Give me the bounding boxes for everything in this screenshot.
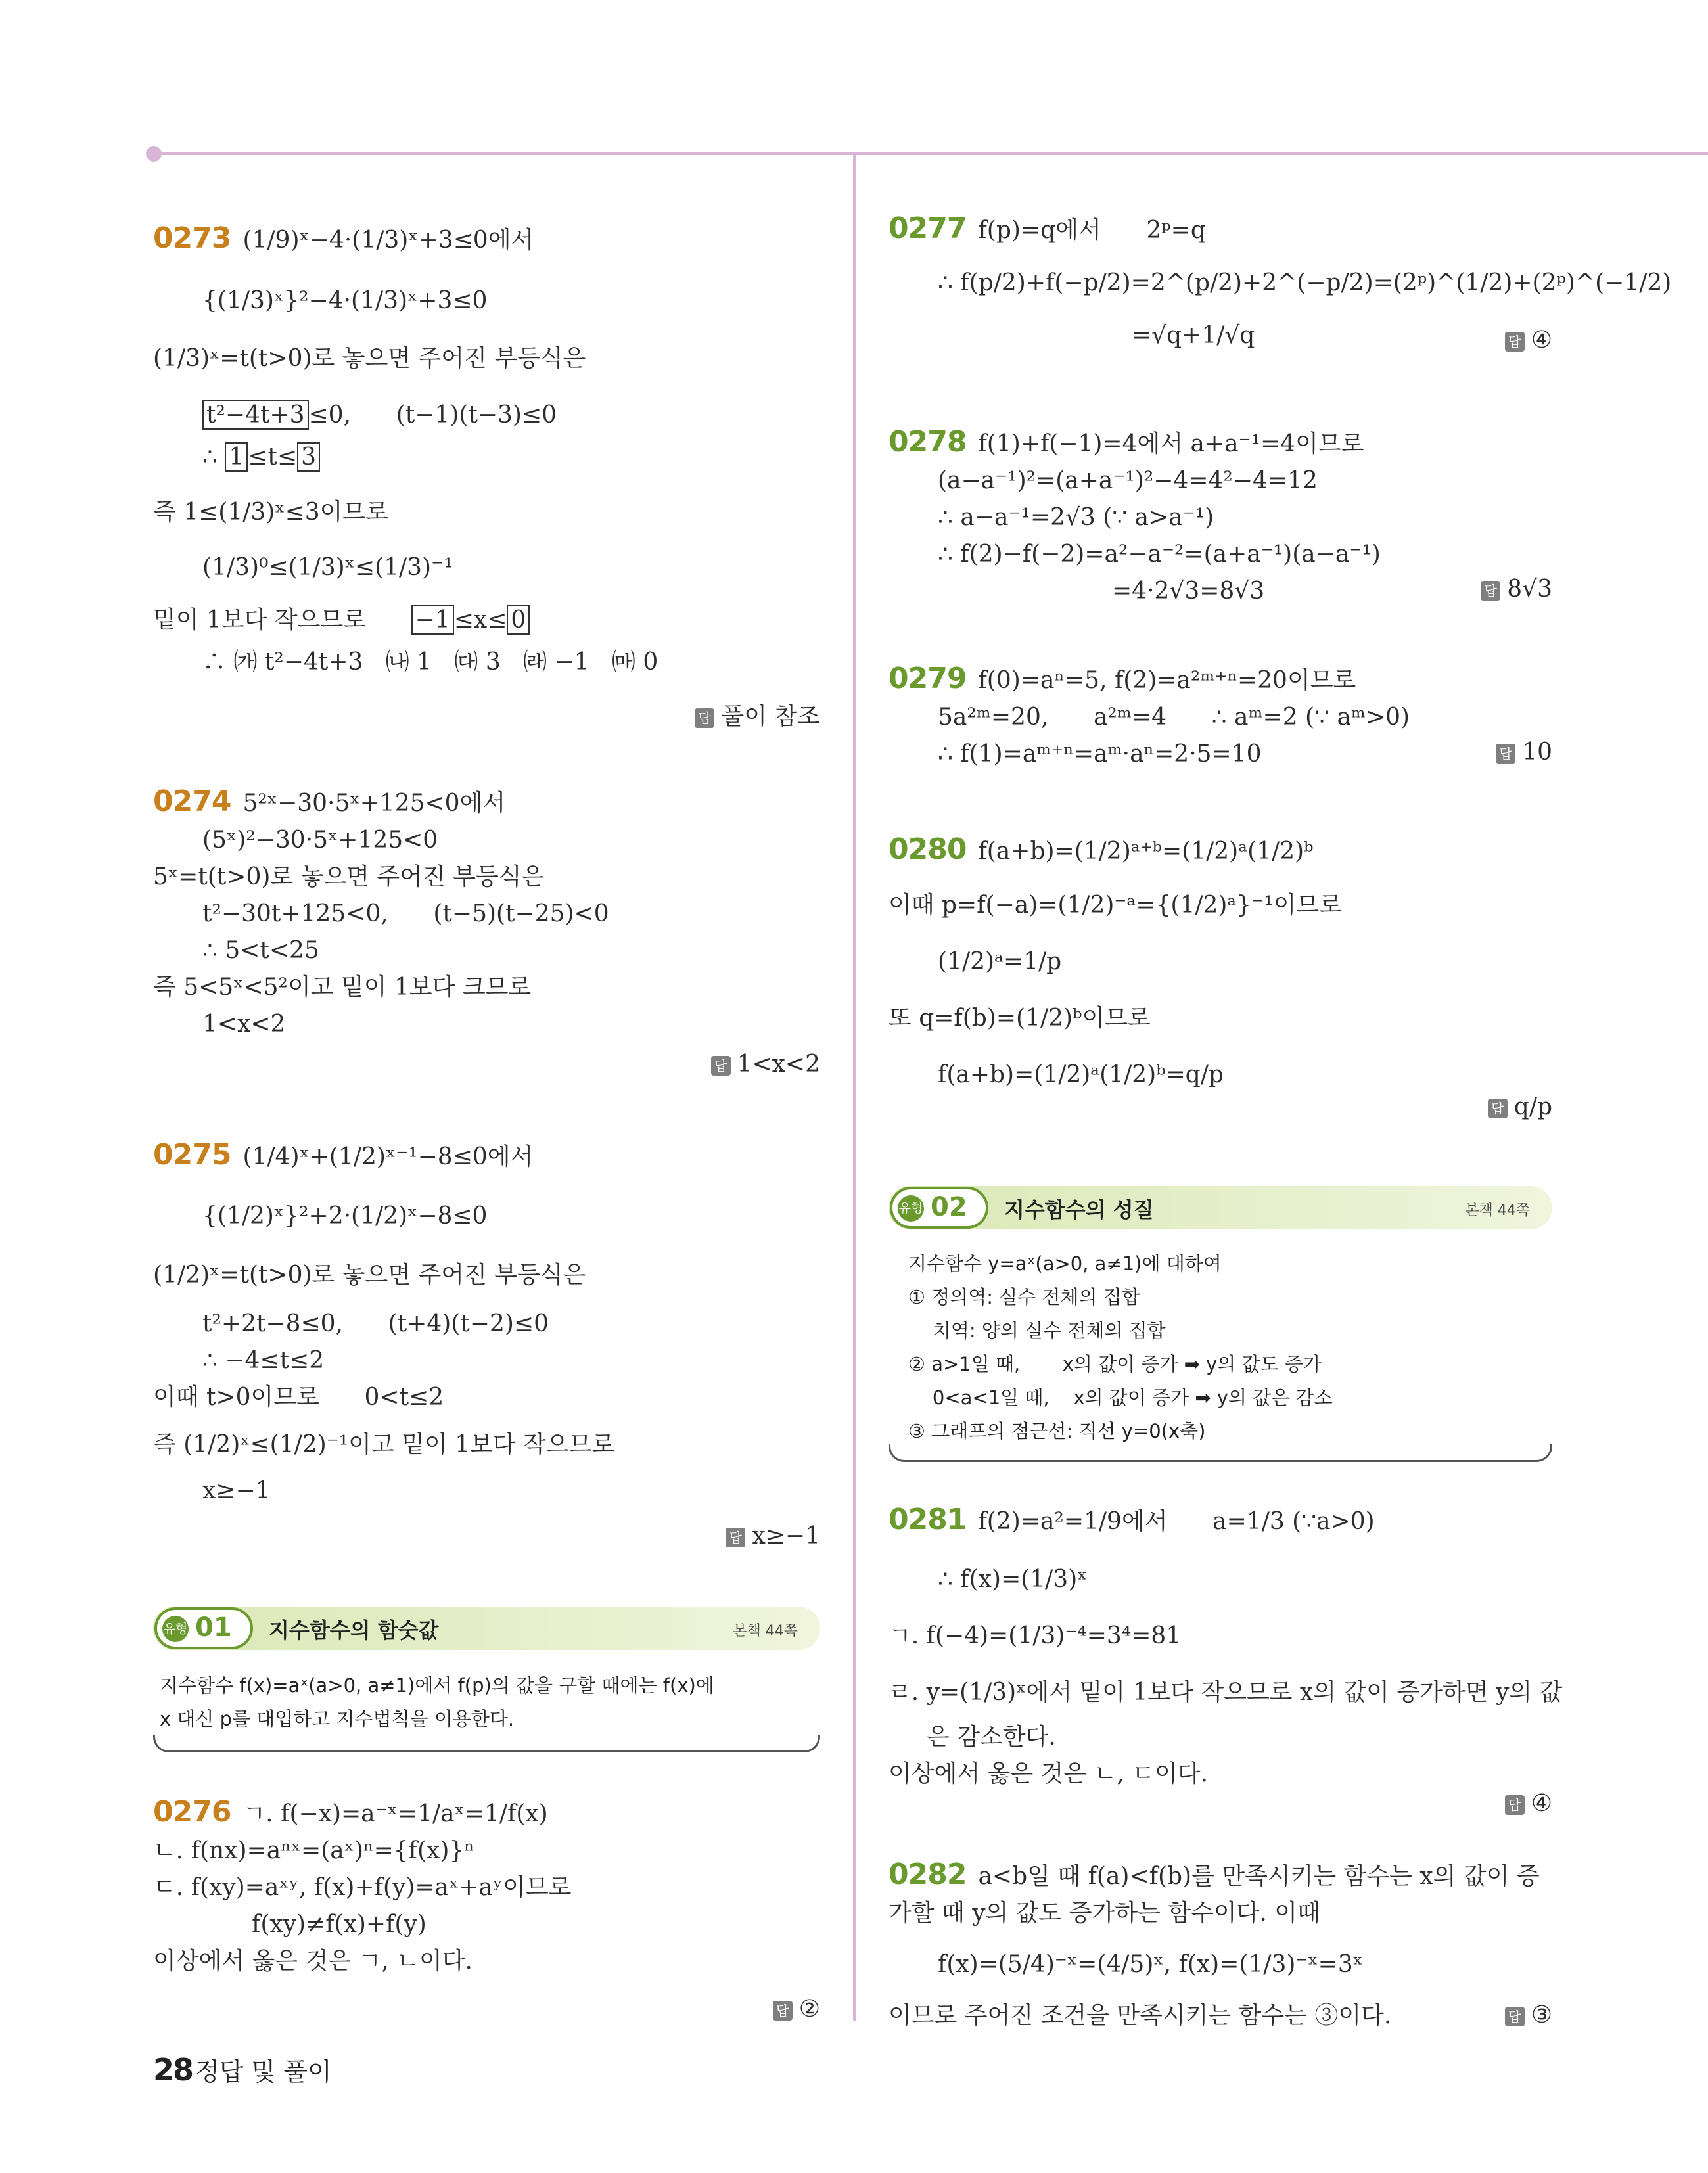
problem-number: 0279	[889, 662, 967, 695]
page-number: 28	[153, 2052, 193, 2088]
solution-line: {(1/3)ˣ}²−4·(1/3)ˣ+3≤0	[202, 287, 488, 314]
answer: 답 ③	[1505, 1997, 1552, 2034]
solution-line: ㄴ. f(nx)=aⁿˣ=(aˣ)ⁿ={f(x)}ⁿ	[153, 1837, 474, 1864]
problem-number: 0276	[153, 1795, 231, 1829]
blank-box-ma: 0	[507, 605, 530, 635]
solution-line: f(0)=aⁿ=5, f(2)=a²ᵐ⁺ⁿ=20이므로	[978, 667, 1356, 694]
page-footer	[153, 2051, 332, 2088]
type-02-header	[889, 1186, 1552, 1229]
solution-line: {(1/2)ˣ}²+2·(1/2)ˣ−8≤0	[202, 1202, 488, 1229]
type-01-brace	[153, 1735, 820, 1752]
solution-line: ∴ f(2)−f(−2)=a²−a⁻²=(a+a⁻¹)(a−a⁻¹)	[938, 541, 1381, 568]
solution-line: (1/4)ˣ+(1/2)ˣ⁻¹−8≤0에서	[242, 1143, 534, 1170]
answer: 답 x≥−1	[726, 1518, 820, 1555]
solution-line: t²−30t+125<0, (t−5)(t−25)<0	[202, 900, 609, 927]
solution-line: f(xy)≠f(x)+f(y)	[252, 1911, 427, 1938]
type-02-brace	[889, 1444, 1552, 1462]
solution-line: =√q+1/√q	[1132, 322, 1255, 349]
solution-line: ∴ f(p/2)+f(−p/2)=2^(p/2)+2^(−p/2)=(2ᵖ)^(1/2)+(2ᵖ)^(−1/2)	[938, 269, 1672, 296]
blank-box-ga: t²−4t+3	[202, 400, 309, 430]
solution-line: ∴ −4≤t≤2	[202, 1347, 325, 1374]
solution-line: ∴ f(x)=(1/3)ˣ	[938, 1566, 1088, 1593]
answer: 답 1<x<2	[711, 1046, 820, 1083]
problem-0279	[889, 660, 1552, 773]
solution-line: 이상에서 옳은 것은 ㄱ, ㄴ이다.	[153, 1948, 473, 1975]
problem-0275	[153, 1137, 820, 1549]
solution-line: f(a+b)=(1/2)ᵃ⁺ᵇ=(1/2)ᵃ(1/2)ᵇ	[978, 838, 1314, 865]
answer-icon: 답	[1505, 2007, 1525, 2026]
answer-icon: 답	[1505, 332, 1525, 352]
solution-line: 즉 1≤(1/3)ˣ≤3이므로	[153, 499, 388, 526]
solution-line: ∴ ㈎ t²−4t+3 ㈏ 1 ㈐ 3 ㈑ −1 ㈒ 0	[202, 649, 658, 675]
solution-line: 또 q=f(b)=(1/2)ᵇ이므로	[889, 1005, 1151, 1032]
answer: 답 8√3	[1481, 571, 1552, 608]
answer-icon: 답	[726, 1528, 745, 1547]
type-01-header	[153, 1607, 820, 1650]
header-rule	[151, 152, 1708, 155]
solution-line: 가할 때 y의 값도 증가하는 함수이다. 이때	[889, 1900, 1320, 1927]
solution-line: f(2)=a²=1/9에서 a=1/3 (∵a>0)	[978, 1508, 1375, 1535]
solution-line: 즉 (1/2)ˣ≤(1/2)⁻¹이고 밑이 1보다 작으므로	[153, 1431, 615, 1458]
solution-line: f(1)+f(−1)=4에서 a+a⁻¹=4이므로	[978, 430, 1364, 457]
answer: 답 q/p	[1488, 1089, 1552, 1126]
solution-line: ㄱ. f(−4)=(1/3)⁻⁴=3⁴=81	[889, 1622, 1182, 1649]
solution-line: t²−4t+3 ≤0, (t−1)(t−3)≤0	[153, 397, 820, 434]
solution-line: t²+2t−8≤0, (t+4)(t−2)≤0	[202, 1310, 549, 1337]
type-badge: 유형 01	[154, 1607, 253, 1649]
solution-line: f(x)=(5/4)⁻ˣ=(4/5)ˣ, f(x)=(1/3)⁻ˣ=3ˣ	[938, 1951, 1363, 1978]
solution-line: 이때 p=f(−a)=(1/2)⁻ᵃ={(1/2)ᵃ}⁻¹이므로	[889, 892, 1342, 919]
solution-line: 5ˣ=t(t>0)로 놓으면 주어진 부등식은	[153, 863, 545, 890]
solution-line: 5a²ᵐ=20, a²ᵐ=4 ∴ aᵐ=2 (∵ aᵐ>0)	[938, 704, 1410, 731]
solution-line: 밑이 1보다 작으므로 −1 ≤x≤ 0	[153, 602, 820, 639]
solution-line: 이므로 주어진 조건을 만족시키는 함수는 ③이다.	[889, 2002, 1392, 2029]
problem-0273	[153, 220, 820, 730]
solution-line: (5ˣ)²−30·5ˣ+125<0	[202, 827, 438, 854]
problem-0282	[889, 1856, 1552, 2034]
solution-line: (a−a⁻¹)²=(a+a⁻¹)²−4=4²−4=12	[938, 467, 1318, 494]
solution-line: 이때 t>0이므로 0<t≤2	[153, 1384, 444, 1411]
footer-label: 정답 및 풀이	[195, 2057, 332, 2086]
page-reference: 본책 44쪽	[733, 1623, 798, 1639]
answer: 답 10	[1496, 734, 1552, 771]
problem-number: 0281	[889, 1503, 967, 1536]
answer-icon: 답	[773, 2001, 793, 2021]
solution-line: ∴ 5<t<25	[202, 937, 319, 964]
problem-number: 0278	[889, 425, 967, 459]
problem-0278	[889, 424, 1552, 610]
solution-line: ∴ f(1)=aᵐ⁺ⁿ=aᵐ·aⁿ=2·5=10	[938, 741, 1262, 767]
answer-icon: 답	[1488, 1099, 1508, 1118]
answer: 답 풀이 참조	[695, 698, 820, 735]
solution-line: 5²ˣ−30·5ˣ+125<0에서	[242, 790, 506, 817]
solution-line: x≥−1	[202, 1477, 271, 1504]
solution-line: (1/9)ˣ−4·(1/3)ˣ+3≤0에서	[242, 227, 534, 254]
type-01-body: 지수함수 f(x)=aˣ(a>0, a≠1)에서 f(p)의 값을 구할 때에는 f(x)에 x 대신 p를 대입하고 지수법칙을 이용한다.	[160, 1674, 714, 1730]
problem-number: 0280	[889, 833, 967, 866]
blank-box-da: 3	[297, 442, 320, 472]
problem-0277	[889, 210, 1672, 354]
answer-icon: 답	[695, 708, 714, 728]
problem-0276	[153, 1794, 820, 2023]
solution-line: 이상에서 옳은 것은 ㄴ, ㄷ이다.	[889, 1760, 1208, 1787]
problem-number: 0273	[153, 221, 231, 255]
blank-box-na: 1	[225, 442, 248, 472]
solution-line: ㄱ. f(−x)=a⁻ˣ=1/aˣ=1/f(x)	[242, 1800, 548, 1827]
solution-line: ∴ a−a⁻¹=2√3 (∵ a>a⁻¹)	[938, 504, 1214, 531]
solution-line: =4·2√3=8√3	[1112, 578, 1265, 605]
type-badge: 유형 02	[890, 1187, 988, 1229]
solution-line: a<b일 때 f(a)<f(b)를 만족시키는 함수는 x의 값이 증	[978, 1863, 1540, 1890]
problem-number: 0274	[153, 785, 231, 818]
page-reference: 본책 44쪽	[1465, 1202, 1530, 1219]
type-02-body: 지수함수 y=aˣ(a>0, a≠1)에 대하여 ① 정의역: 실수 전체의 집합 치역: 양의 실수 전체의 집합 ② a>1일 때, x의 값이 증가 ➡ y의 값도 증가 0<a<1일 때, x의 값이 증가 ➡ y의 값은 감소 ③ 그래프의 점근선: 직선 y=0(x축)	[908, 1252, 1333, 1442]
problem-number: 0282	[889, 1858, 967, 1891]
answer-icon: 답	[1505, 1795, 1525, 1815]
solution-line: f(a+b)=(1/2)ᵃ(1/2)ᵇ=q/p	[938, 1061, 1224, 1088]
solution-line: f(p)=q에서 2ᵖ=q	[978, 217, 1206, 244]
type-title: 지수함수의 성질	[1004, 1197, 1154, 1222]
answer: 답 ④	[1505, 322, 1552, 359]
solution-line: (1/2)ᵃ=1/p	[938, 948, 1062, 975]
problem-0281	[889, 1501, 1563, 1817]
solution-line: ㄷ. f(xy)=aˣʸ, f(x)+f(y)=aˣ+aʸ이므로	[153, 1874, 572, 1901]
answer-icon: 답	[1496, 744, 1515, 764]
solution-line: 1<x<2	[202, 1011, 286, 1038]
answer: 답 ②	[773, 1991, 820, 2028]
problem-number: 0277	[889, 212, 967, 245]
problem-number: 0275	[153, 1138, 231, 1172]
solution-line: (1/3)ˣ=t(t>0)로 놓으면 주어진 부등식은	[153, 345, 586, 372]
solution-line: 즉 5<5ˣ<5²이고 밑이 1보다 크므로	[153, 974, 532, 1001]
blank-box-ra: −1	[411, 605, 454, 635]
solution-line: ∴ 1 ≤t≤ 3	[153, 439, 820, 476]
problem-0274	[153, 783, 820, 1078]
answer-icon: 답	[1481, 581, 1500, 601]
column-divider	[853, 155, 856, 2021]
solution-line: ㄹ. y=(1/3)ˣ에서 밑이 1보다 작으므로 x의 값이 증가하면 y의 값	[889, 1679, 1563, 1706]
solution-line: (1/3)⁰≤(1/3)ˣ≤(1/3)⁻¹	[202, 554, 453, 581]
answer: 답 ④	[1505, 1785, 1552, 1822]
solution-line: 은 감소한다.	[927, 1724, 1056, 1750]
solution-line: (1/2)ˣ=t(t>0)로 놓으면 주어진 부등식은	[153, 1262, 586, 1289]
answer-icon: 답	[711, 1056, 731, 1076]
problem-0280	[889, 831, 1552, 1120]
type-title: 지수함수의 함숫값	[269, 1618, 439, 1643]
